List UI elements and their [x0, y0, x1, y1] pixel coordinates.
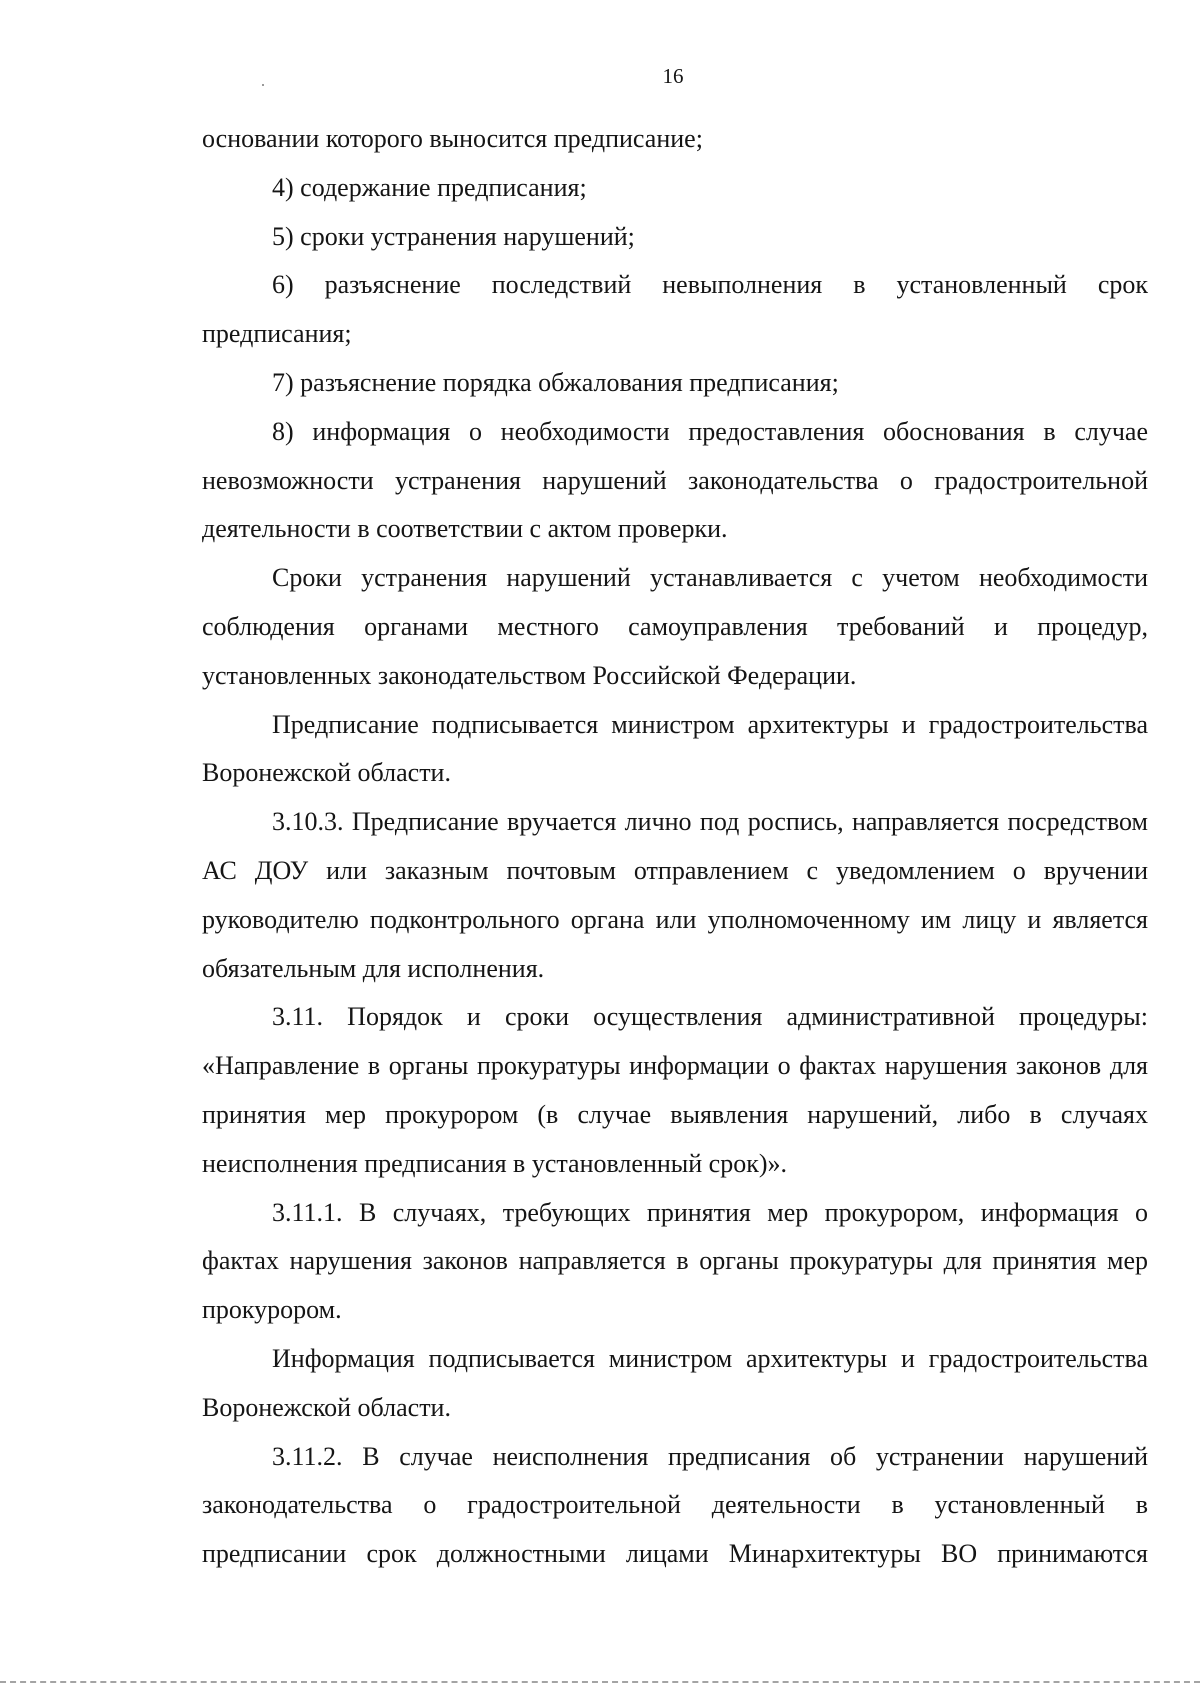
list-item-8: 8) информация о необходимости предоставления обоснования в случае невозможности устранения нарушений законодательства о градостроительной деятельности в соответствии с актом проверки.: [202, 416, 1148, 544]
clause-3-10-3: 3.10.3. Предписание вручается лично под роспись, направляется посредством АС ДОУ или заказным почтовым отправлением с уведомлением о вручении руководителю подконтрольного органа или уполномоченному им лицу и является обязательным для исполнения.: [202, 807, 1148, 983]
list-item-4: 4) содержание предписания;: [272, 172, 587, 202]
page-number: 16: [662, 64, 684, 88]
clause-3-11: 3.11. Порядок и сроки осуществления административной процедуры: «Направление в органы прокуратуры информации о фактах нарушения законов для принятия мер прокурором (в случае выявления нарушений, либо в случаях неисполнения предписания в установленный срок)».: [202, 1002, 1148, 1178]
clause-3-11-1: 3.11.1. В случаях, требующих принятия мер прокурором, информация о фактах нарушения законов направляется в органы прокуратуры для принятия мер прокурором.: [202, 1197, 1148, 1325]
list-item-6: 6) разъяснение последствий невыполнения в установленный срок предписания;: [202, 270, 1148, 349]
list-item-7: 7) разъяснение порядка обжалования предписания;: [272, 367, 839, 397]
list-item-5: 5) сроки устранения нарушений;: [272, 221, 635, 251]
clause-3-11-2: 3.11.2. В случае неисполнения предписания об устранении нарушений законодательства о градостроительной деятельности в установленный в предписании срок должностными лицами Минархитектуры ВО принимаются: [202, 1441, 1148, 1569]
paragraph-info-signing: Информация подписывается министром архитектуры и градостроительства Воронежской области.: [202, 1343, 1148, 1422]
paragraph-deadlines: Сроки устранения нарушений устанавливается с учетом необходимости соблюдения органами местного самоуправления требований и процедур, установленных законодательством Российской Федерации.: [202, 563, 1148, 690]
paragraph-continuation: основании которого выносится предписание;: [202, 124, 703, 153]
scan-bottom-edge: [0, 1681, 1200, 1683]
paragraph-order-signing: Предписание подписывается министром архитектуры и градостроительства Воронежской области.: [202, 709, 1148, 788]
document-body: [202, 115, 1148, 1579]
